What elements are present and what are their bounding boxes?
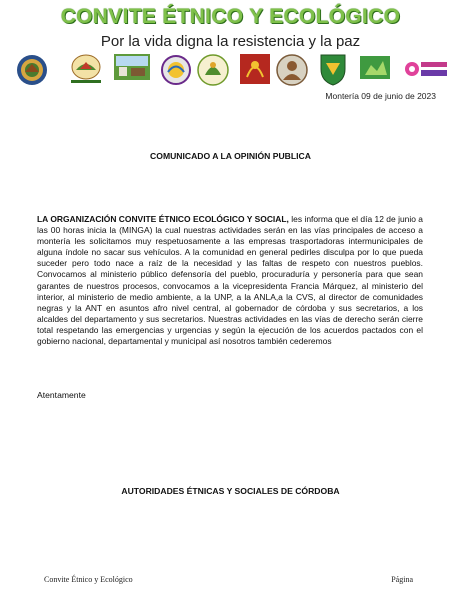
shield-logo-icon [318, 53, 348, 87]
red-square-logo-icon [239, 53, 271, 87]
logo-strip [15, 53, 450, 87]
people-seal-logo-icon [275, 53, 309, 87]
letter-heading: COMUNICADO A LA OPINIÓN PUBLICA [150, 151, 311, 161]
header-title: CONVITE ÉTNICO Y ECOLÓGICO [60, 5, 401, 28]
closing: Atentamente [37, 390, 86, 400]
footer-left: Convite Étnico y Ecológico [44, 575, 133, 584]
fundacion-profamos-logo-icon [403, 53, 449, 87]
indigenous-seal-logo-icon [15, 53, 49, 87]
organization-name: LA ORGANIZACIÓN CONVITE ÉTNICO ECOLÓGICO Y SOCIAL, [37, 214, 289, 224]
footer-page-label: Página [391, 575, 413, 584]
letter-body-text: les informa que el día 12 de junio a las 00 horas inicia la (MINGA) la cual nuestras actividades serán en las vías principales de acceso a montería les solicitamos muy respetuosamente a las empresas trasportadoras intermunicipales de alguna índole no sacar sus vehículos. A la comunidad en general pedirles disculpa por lo que pueda suceder pero todo nace a raíz de la necesidad y las faltas de respeto con nuestros pueblos. Convocamos al ministerio público defensoría del pueblo, procuraduría y personería para que sean garantes de nuestros procesos, convocamos a la vicepresidenta Francia Márquez, al ministerio del interior, al ministerio de medio ambiente, a la UNP, a la ANLA,a la CVS, al director de comunidades negras y la ANT en asuntos afro nivel central, al gobernador de córdoba y sus secretarios, a los alcaldes del departamento y sus secretarios. Nuestras actividades en las vías de derecho serán cierre total respetando las emergencias y urgencias y según la ejecución de los acuerdos pactados con el gobierno nacional, departamental y municipal así nosotros también cederemos [37, 214, 423, 347]
header-subtitle: Por la vida digna la resistencia y la paz [100, 33, 361, 50]
organization-emblem-logo-icon [66, 53, 106, 87]
signature: AUTORIDADES ÉTNICAS Y SOCIALES DE CÓRDOBA [121, 486, 340, 496]
association-circle-logo-icon [159, 53, 193, 87]
letter-body [37, 214, 423, 347]
place-date: Montería 09 de junio de 2023 [325, 91, 436, 101]
nature-seal-logo-icon [196, 53, 230, 87]
community-photo-logo-icon [113, 53, 151, 87]
green-square-logo-icon [357, 53, 393, 87]
